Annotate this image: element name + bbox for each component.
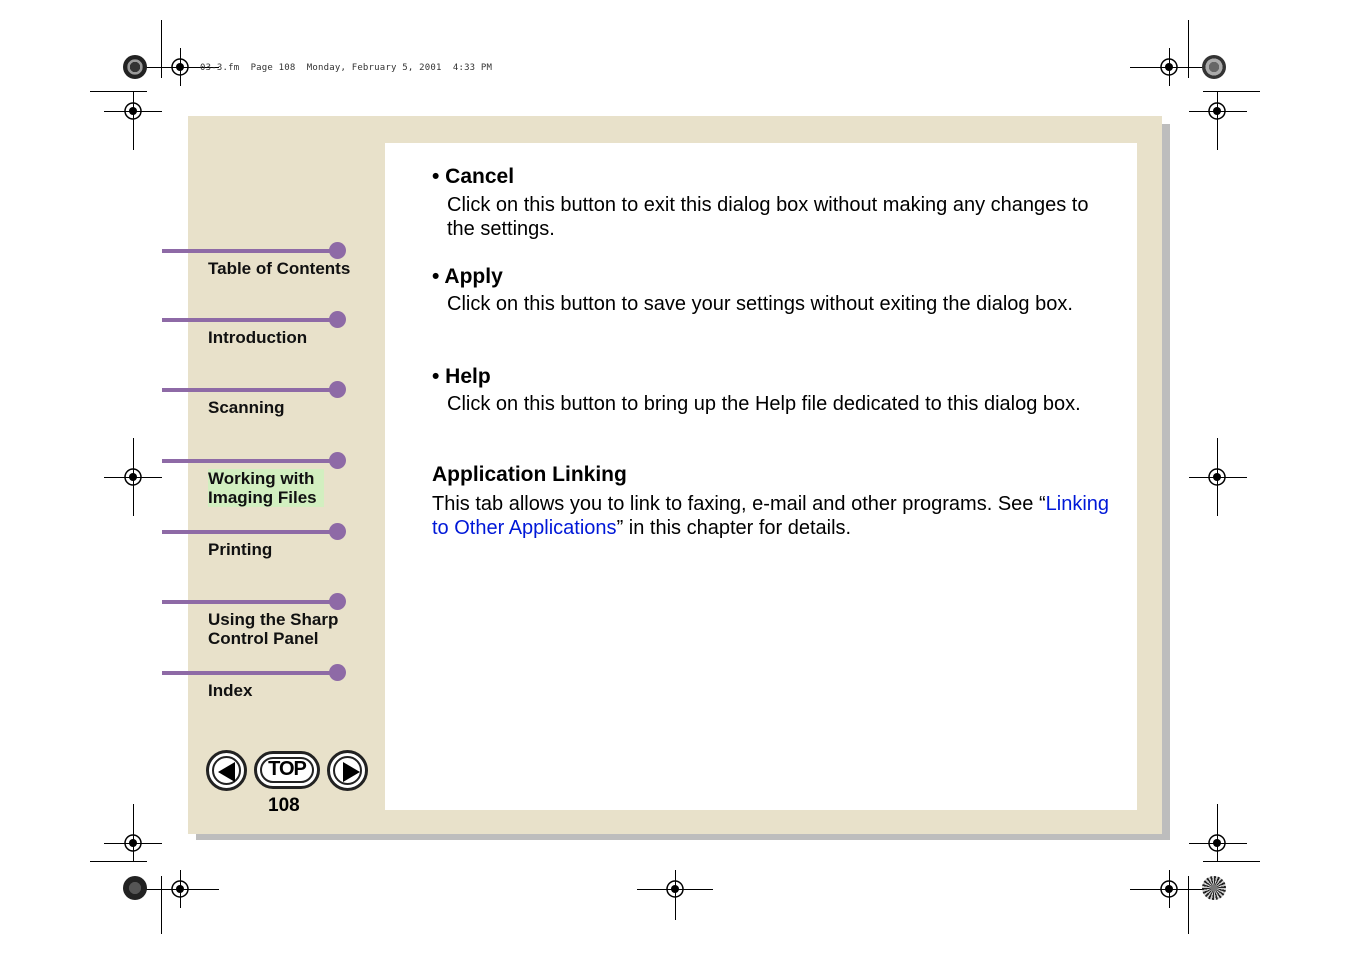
registration-mark-icon (1158, 56, 1180, 78)
top-button-label: TOP (268, 758, 306, 780)
next-page-button[interactable] (327, 750, 368, 791)
nav-dot-icon (329, 593, 346, 610)
nav-line (162, 459, 338, 463)
nav-line (162, 388, 338, 392)
nav-line (162, 530, 338, 534)
print-header: 03-3.fm Page 108 Monday, February 5, 2001 4:33 PM (200, 63, 493, 73)
registration-mark-icon (122, 100, 144, 122)
arrow-left-icon (218, 762, 235, 782)
nav-dot-icon (329, 311, 346, 328)
page-number: 108 (268, 795, 300, 816)
registration-mark-icon (122, 832, 144, 854)
registration-mark-icon (664, 878, 686, 900)
item-title-help: • Help (432, 365, 491, 388)
nav-line (162, 249, 338, 253)
section-text-after: ” in this chapter for details. (616, 517, 852, 539)
section-text-before: This tab allows you to link to faxing, e-mail and other programs. See “ (432, 493, 1046, 515)
item-text-apply: Click on this button to save your settings without exiting the dialog box. (447, 293, 1073, 315)
registration-mark-icon (122, 466, 144, 488)
arrow-right-icon (343, 762, 360, 782)
nav-label[interactable]: Printing (208, 540, 273, 559)
color-target-icon (123, 876, 147, 900)
color-target-icon (123, 55, 147, 79)
linking-to-other-applications-link[interactable]: Linking to Other Applications (432, 493, 1110, 539)
nav-label[interactable]: Table of Contents (208, 259, 351, 278)
registration-mark-icon (169, 878, 191, 900)
item-text-help: Click on this button to bring up the Help file dedicated to this dialog box. (447, 393, 1081, 415)
nav-dot-icon (329, 381, 346, 398)
nav-dot-icon (329, 242, 346, 259)
item-text-cancel: Click on this button to exit this dialog box without making any changes to the settings. (447, 194, 1089, 240)
color-target-icon (1202, 876, 1226, 900)
nav-label[interactable]: Index (208, 681, 253, 700)
color-target-icon (1202, 55, 1226, 79)
nav-dot-icon (329, 664, 346, 681)
nav-label[interactable]: Working with Imaging Files (208, 469, 324, 507)
section-title: Application Linking (432, 463, 627, 486)
registration-mark-icon (1206, 466, 1228, 488)
section-paragraph (432, 492, 1122, 540)
registration-mark-icon (1206, 832, 1228, 854)
nav-label[interactable]: Scanning (208, 398, 285, 417)
nav-dot-icon (329, 523, 346, 540)
previous-page-button[interactable] (206, 750, 247, 791)
nav-line (162, 600, 338, 604)
registration-mark-icon (1158, 878, 1180, 900)
top-button[interactable] (254, 751, 320, 789)
nav-label[interactable]: Introduction (208, 328, 308, 347)
nav-label[interactable]: Using the Sharp Control Panel (208, 610, 339, 648)
item-title-cancel: • Cancel (432, 165, 515, 188)
registration-mark-icon (169, 56, 191, 78)
nav-dot-icon (329, 452, 346, 469)
registration-mark-icon (1206, 100, 1228, 122)
item-title-apply: • Apply (432, 265, 503, 288)
nav-line (162, 318, 338, 322)
nav-line (162, 671, 338, 675)
